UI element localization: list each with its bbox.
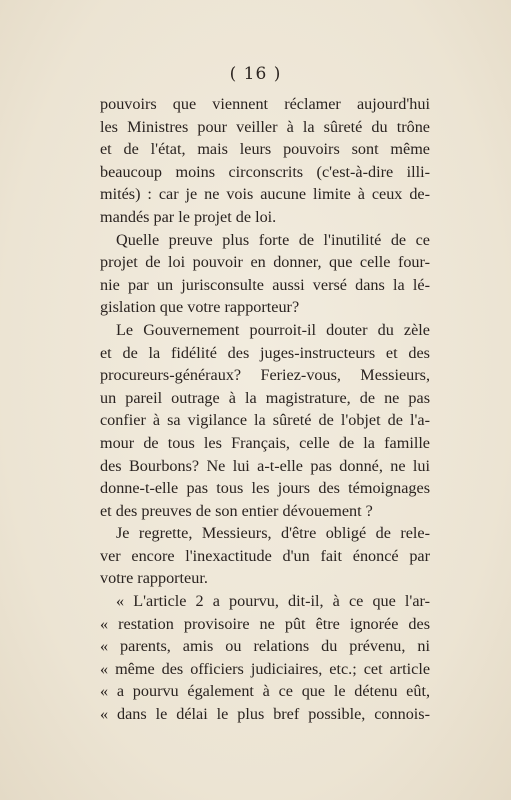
text-line: projet de loi pouvoir en donner, que celle four- [100,253,430,272]
body-text [100,93,430,726]
text-line: votre rapporteur. [100,569,208,588]
text-line: gislation que votre rapporteur? [100,298,300,317]
paragraph-start-line: Je regrette, Messieurs, d'être obligé de rele- [116,524,430,543]
quote-line: « a pourvu également à ce que le détenu eût, [100,682,430,701]
text-line: beaucoup moins circonscrits (c'est-à-dire illi- [100,162,430,181]
quote-line: « même des officiers judiciaires, etc.; cet article [100,659,430,678]
page-number: ( 16 ) [229,64,282,84]
quote-line: « dans le délai le plus bref possible, connois- [100,705,430,724]
text-line: et des preuves de son entier dévouement ? [100,501,373,520]
text-line: des Bourbons? Ne lui a-t-elle pas donné, ne lui [100,456,430,475]
text-line: pouvoirs que viennent réclamer aujourd'hui [100,95,430,113]
text-line: mour de tous les Français, celle de la famille [100,433,430,452]
quote-line: « restation provisoire ne pût être ignorée des [100,614,430,633]
text-line: mités) : car je ne vois aucune limite à ceux de- [100,185,430,204]
text-line: confier à sa vigilance la sûreté de l'objet de l'a- [100,411,430,430]
quote-line: « parents, amis ou relations du prévenu, ni [100,637,430,656]
text-line: nie par un jurisconsulte aussi versé dans la lé- [100,275,430,294]
paragraph-start-line: Quelle preuve plus forte de l'inutilité de ce [116,230,430,249]
text-line: un pareil outrage à la magistrature, de ne pas [100,388,430,407]
text-line: et de la fidélité des juges-instructeurs et des [100,343,430,362]
text-line: donne-t-elle pas tous les jours des témoignages [100,479,430,498]
text-line: mandés par le projet de loi. [100,207,277,226]
paragraph-start-line: Le Gouvernement pourroit-il douter du zèle [116,320,430,339]
text-line: procureurs-généraux? Feriez-vous, Messieurs, [100,366,430,385]
text-line: les Ministres pour veiller à la sûreté du trône [100,117,430,136]
text-line: ver encore l'inexactitude d'un fait énoncé par [100,546,430,565]
quote-line: « L'article 2 a pourvu, dit-il, à ce que l'ar- [116,592,430,611]
text-line: et de l'état, mais leurs pouvoirs sont même [100,140,430,159]
